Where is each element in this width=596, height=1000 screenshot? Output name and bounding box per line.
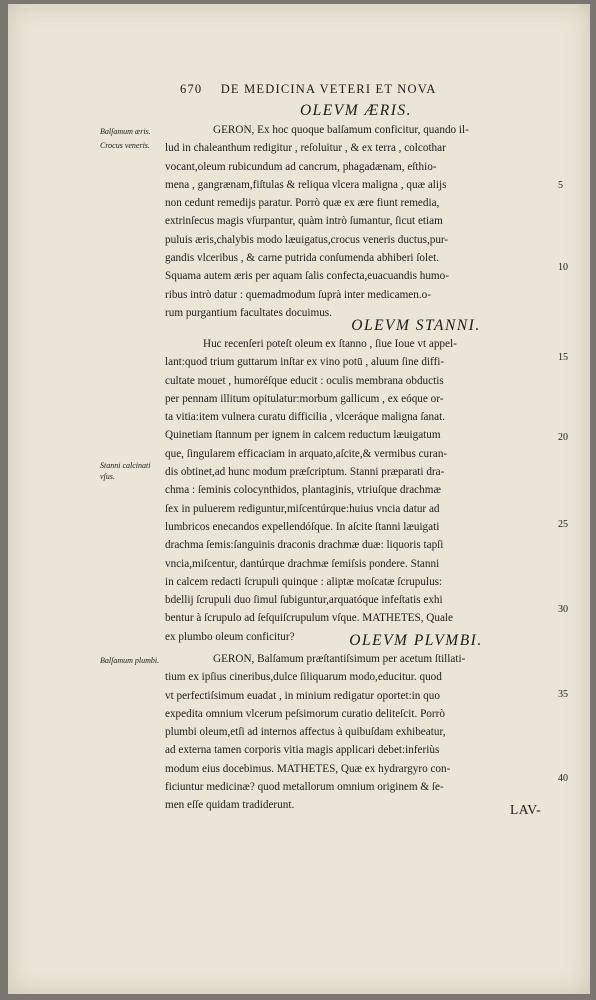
line-number: 40	[558, 773, 568, 784]
text-line: lant:quod trium guttarum inſtar ex vino potū , aluum ſine diffi-	[165, 356, 445, 369]
line-number: 10	[558, 262, 568, 273]
text-line: lumbricos enecandos expellendóſque. In aſcite ſtanni læuigati	[165, 520, 440, 533]
text-line: lud in chaleanthum redigitur , reſoluitur , & ex terra , colcothar	[165, 142, 446, 155]
text-line: puluis æris,chalybis modo læuigatus,crocus veneris ductus,pur-	[165, 233, 449, 246]
section-text-oleum-aeris	[165, 121, 555, 322]
text-line: ad externa tamen corporis vitia magis applicari debet:inferiùs	[165, 744, 440, 757]
margin-note: Balſamum plumbi.	[100, 656, 160, 665]
text-line: dis obtinet,ad hunc modum præſcriptum. Stanni præparati dra-	[165, 466, 445, 479]
text-line: Huc recenſeri poteſt oleum ex ſtanno , ſiue Ioue vt appel-	[203, 338, 457, 350]
text-line: in calcem redacti ſcrupuli quinque : aliptæ moſcatæ ſcrupulus:	[165, 575, 443, 588]
text-line: ribus intrò datur : quemadmodum ſuprà inter medicamen.o-	[165, 288, 431, 301]
text-line: chma : ſeminis colocynthidos, plantaginis, vtriuſque drachmæ	[165, 484, 441, 497]
line-number: 15	[558, 352, 568, 363]
text-line: cultate mouet , humoréſque educit : oculis membrana obductis	[165, 374, 444, 387]
text-line: rum purgantium facultates docuimus.	[165, 306, 332, 319]
text-line: non cedunt remedijs paratur. Porrò quæ ex ære fiunt remedia,	[165, 197, 440, 210]
text-line: mena , gangrænam,fiſtulas & reliqua vlcera maligna , quæ alijs	[165, 178, 447, 191]
text-line: gandis vlceribus , & carne putrida conſumenda abhiberi ſolet.	[165, 252, 440, 265]
section-heading-oleum-aeris: OLEVM ÆRIS.	[299, 102, 413, 119]
text-line: que, ſingularem efficaciam in arquato,aſcite,& vermibus curan-	[165, 447, 448, 460]
line-number: 25	[558, 519, 568, 530]
text-line: Quinetiam ſtannum per ignem in calcem reductum læuigatum	[165, 429, 441, 442]
text-line: ficiuntur medicinæ? quod metallorum omnium originem & ſe-	[165, 781, 444, 794]
text-line: ta vitia:item vulnera curatu difficilia , vlceráque maligna ſanat.	[165, 411, 445, 424]
section-text-oleum-plumbi	[165, 650, 555, 815]
text-line: ex plumbo oleum conficitur?	[165, 630, 295, 643]
line-number: 35	[558, 689, 568, 700]
page-number: 670	[180, 82, 203, 96]
line-number: 20	[558, 432, 568, 443]
margin-note: Balſamum æris.	[100, 127, 151, 136]
text-line: expedita omnium vlcerum peſsimorum curatio deliteſcit. Porrò	[165, 707, 445, 720]
text-line: extrinſecus magis vſurpantur, quàm intrò ſumantur, ſicut etiam	[165, 215, 443, 228]
text-line: vncia,miſcentur, dantúrque drachmæ ſemiſsis pondere. Stanni	[165, 557, 440, 570]
margin-note: Crocus veneris.	[100, 141, 150, 150]
catchword: LAV-	[510, 802, 542, 817]
section-heading-oleum-stanni: OLEVM STANNI.	[351, 317, 481, 334]
text-line: plumbi oleum,etſi ad internos affectus à quibuſdam exhibeatur,	[165, 726, 446, 739]
text-line: GERON, Balſamum præſtantiſsimum per acetum ſtillati-	[213, 653, 466, 665]
text-line: tium ex ipſius cineribus,dulce ſiliquarum modo,educitur. quod	[165, 671, 442, 684]
text-line: drachma ſemis:ſanguinis draconis drachmæ duæ: liquoris tapſi	[165, 539, 444, 552]
running-title: DE MEDICINA VETERI ET NOVA	[220, 82, 437, 96]
text-line: GERON, Ex hoc quoque balſamum conficitur, quando il-	[213, 124, 469, 136]
text-line: vocant,oleum rubicundum ad cancrum, phagadænam, eſthio-	[165, 160, 437, 173]
text-line: ſex in puluerem rediguntur,miſcentúrque:huius vncia datur ad	[165, 502, 440, 515]
text-line: men eſſe quidam tradiderunt.	[165, 799, 295, 812]
running-header	[180, 82, 437, 97]
text-line: bdellij ſcrupuli duo ſimul ſubiguntur,arquatóque infeſtatis exhi	[165, 594, 443, 607]
line-number: 5	[558, 180, 563, 191]
text-line: modum eius docebimus. MATHETES, Quæ ex hydrargyro con-	[165, 762, 451, 775]
text-line: vt perfectiſsimum euadat , in minium redigatur oportet:in quo	[165, 689, 440, 702]
text-line: Squama autem æris per aquam ſalis confecta,euacuandis humo-	[165, 270, 449, 283]
section-text-oleum-stanni	[165, 335, 555, 646]
text-line: bentur à ſcrupulo ad ſeſquiſcrupulum vſque. MATHETES, Quale	[165, 612, 454, 625]
margin-note: Stanni calcinati vſus.	[100, 461, 151, 481]
line-number: 30	[558, 604, 568, 615]
section-heading-oleum-plumbi: OLEVM PLVMBI.	[349, 632, 483, 649]
text-line: per pennam illitum opitulatur:morbum gallicum , ex eóque or-	[165, 392, 444, 405]
